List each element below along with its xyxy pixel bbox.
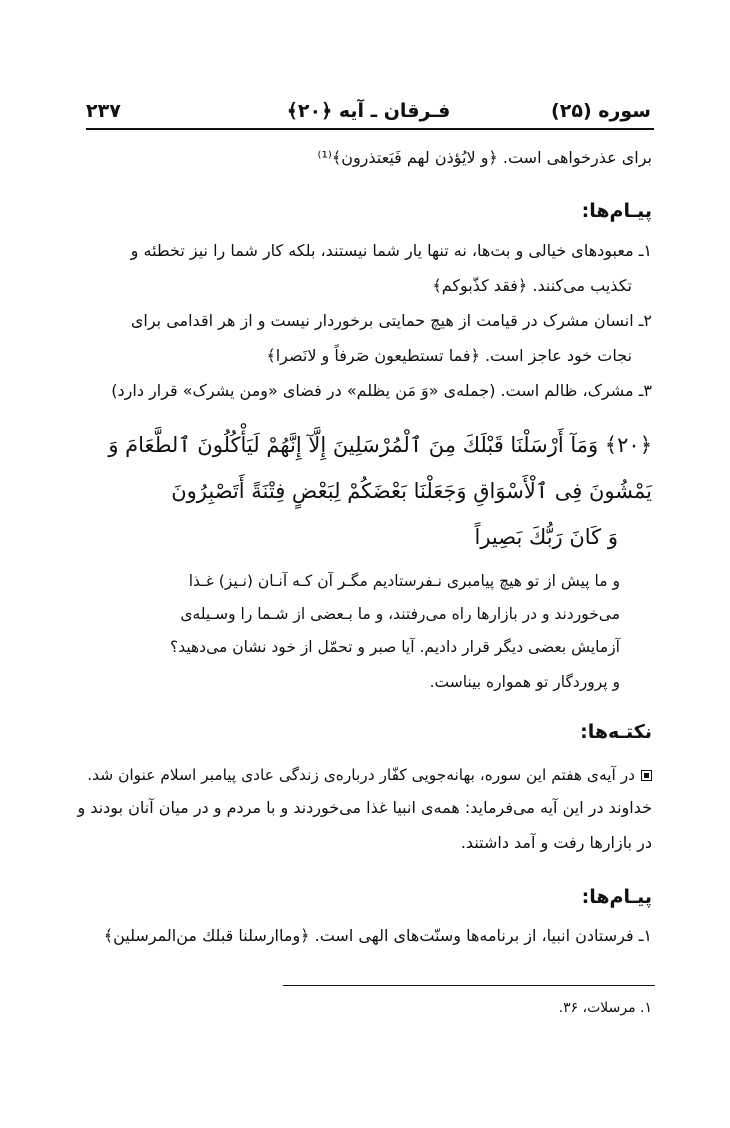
- message-line: نجات خود عاجز است. ﴿فما تستطیعون صَرفاً و لانَصرا﴾: [266, 346, 632, 365]
- square-bullet-icon: [641, 770, 652, 781]
- page-number: ۲۳۷: [86, 100, 121, 122]
- note-line: در بازارها رفت و آمد داشتند.: [460, 833, 652, 852]
- message-line: ۲ـ انسان مشرک در قیامت از هیچ حمایتی برخوردار نیست و از هر اقدامی برای: [130, 311, 652, 330]
- message-line: ۳ـ مشرک، ظالم است. (جمله‌ی «وَ مَن یظلم» در فضای «ومن یشرک» قرار دارد): [111, 381, 652, 400]
- footnote-rule: [283, 985, 655, 986]
- translation-line: و پروردگار تو همواره بیناست.: [429, 673, 620, 691]
- running-header: [86, 96, 651, 126]
- message-line: ۱ـ معبودهای خیالی و بت‌ها، نه تنها یار شما نیستند، بلکه کار شما را نیز تخطئه و: [130, 241, 652, 260]
- note-line: خداوند در این آیه می‌فرماید: همه‌ی انبیا غذا می‌خوردند و با مردم و در میان آنان بودند و: [77, 798, 652, 817]
- header-rule: [86, 128, 654, 130]
- chapter-verse-title: فـرقان ـ آیه ﴿۲۰﴾: [286, 100, 451, 122]
- message-line: تکذیب می‌کنند. ﴿فقد کذّبوکم﴾: [432, 276, 632, 295]
- note-line: [76, 763, 652, 787]
- quran-verse-line: يَمْشُونَ فِى ٱلْأَسْوَاقِ وَجَعَلْنَا بَعْضَكُمْ لِبَعْضٍ فِتْنَةً أَتَصْبِرُونَ: [171, 479, 652, 503]
- quran-verse-line: وَ كَانَ رَبُّكَ بَصِيراً: [474, 525, 618, 549]
- translation-line: آزمایش بعضی دیگر قرار دادیم. آیا صبر و تحمّل از خود نشان می‌دهید؟: [169, 638, 620, 656]
- footnote: ۱. مرسلات، ۳۶.: [558, 1000, 652, 1016]
- section-heading-notes: نکتـه‌ها:: [580, 721, 652, 743]
- translation-line: و ما پیش از تو هیچ پیامبری نـفرستادیم مگـر آن کـه آنـان (نـیز) غـذا: [188, 572, 620, 590]
- section-heading-messages: پیـام‌ها:: [581, 886, 652, 908]
- message-line: ۱ـ فرستادن انبیا، از برنامه‌ها وسنّت‌های الهی است. ﴿وماارسلنا قبلك من‌المرسلین﴾: [103, 926, 652, 945]
- note-text: در آیه‌ی هفتم این سوره، بهانه‌جویی کفّار درباره‌ی زندگی عادی پیامبر اسلام عنوان شد.: [87, 766, 635, 784]
- intro-line: برای عذرخواهی است. ﴿و لایُؤذن لهم فَیَعتذرون﴾⁽¹⁾: [317, 148, 652, 167]
- quran-verse-line: ﴿۲۰﴾ وَمَآ أَرْسَلْنَا قَبْلَكَ مِنَ ٱلْمُرْسَلِينَ إِلَّآ إِنَّهُمْ لَيَأْكُلُونَ ٱلطَّعَامَ وَ: [108, 433, 652, 457]
- translation-line: می‌خوردند و در بازارها راه می‌رفتند، و ما بـعضی از شـما را وسـیله‌ی: [180, 605, 620, 623]
- section-heading-messages: پیـام‌ها:: [581, 200, 652, 222]
- sura-label: سوره (۲۵): [551, 100, 651, 122]
